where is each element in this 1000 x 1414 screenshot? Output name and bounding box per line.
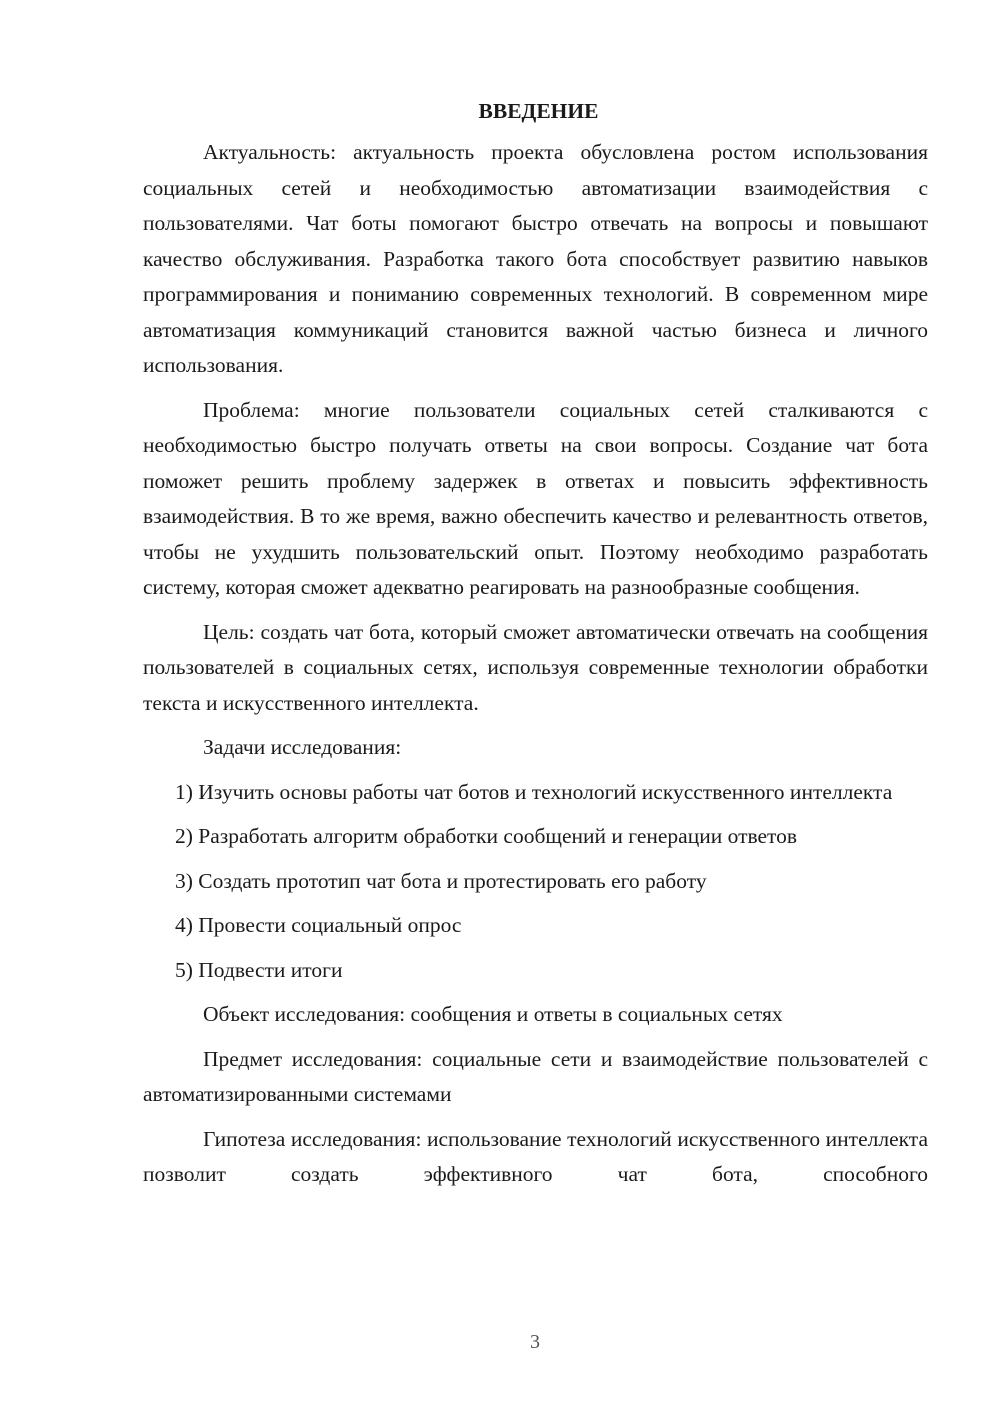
page-number: 3: [530, 1331, 540, 1353]
paragraph-subject: Предмет исследования: социальные сети и взаимодействие пользователей с автоматизированными системами: [143, 1046, 928, 1106]
task-item-3: 3) Создать прототип чат бота и протестировать его работу: [175, 868, 707, 893]
paragraph-hypothesis: Гипотеза исследования: использование технологий искусственного интеллекта позволит создать эффективного чат бота, способного: [143, 1126, 928, 1186]
paragraph-relevance: Актуальность: актуальность проекта обусловлена ростом использования социальных сетей и необходимостью автоматизации взаимодействия с пользователями. Чат боты помогают быстро отвечать на вопросы и повышают качество обслуживания. Разработка такого бота способствует развитию навыков программирования и пониманию современных технологий. В современном мире автоматизация коммуникаций становится важной частью бизнеса и личного использования.: [143, 140, 928, 377]
paragraph-goal: Цель: создать чат бота, который сможет автоматически отвечать на сообщения пользователей в социальных сетях, используя современные технологии обработки текста и искусственного интеллекта.: [143, 619, 928, 715]
paragraph-problem: Проблема: многие пользователи социальных сетей сталкиваются с необходимостью быстро получать ответы на свои вопросы. Создание чат бота поможет решить проблему задержек в ответах и повысить эффективность взаимодействия. В то же время, важно обеспечить качество и релевантность ответов, чтобы не ухудшить пользовательский опыт. Поэтому необходимо разработать систему, которая сможет адекватно реагировать на разнообразные сообщения.: [143, 397, 928, 599]
tasks-heading: Задачи исследования:: [203, 735, 402, 759]
task-item-5: 5) Подвести итоги: [175, 957, 343, 982]
section-title: ВВЕДЕНИЕ: [478, 99, 599, 123]
task-item-1: 1) Изучить основы работы чат ботов и технологий искусственного интеллекта: [175, 779, 893, 804]
task-item-2: 2) Разработать алгоритм обработки сообщений и генерации ответов: [175, 824, 798, 848]
task-item-4: 4) Провести социальный опрос: [175, 913, 462, 937]
paragraph-object: Объект исследования: сообщения и ответы в социальных сетях: [203, 1002, 783, 1026]
